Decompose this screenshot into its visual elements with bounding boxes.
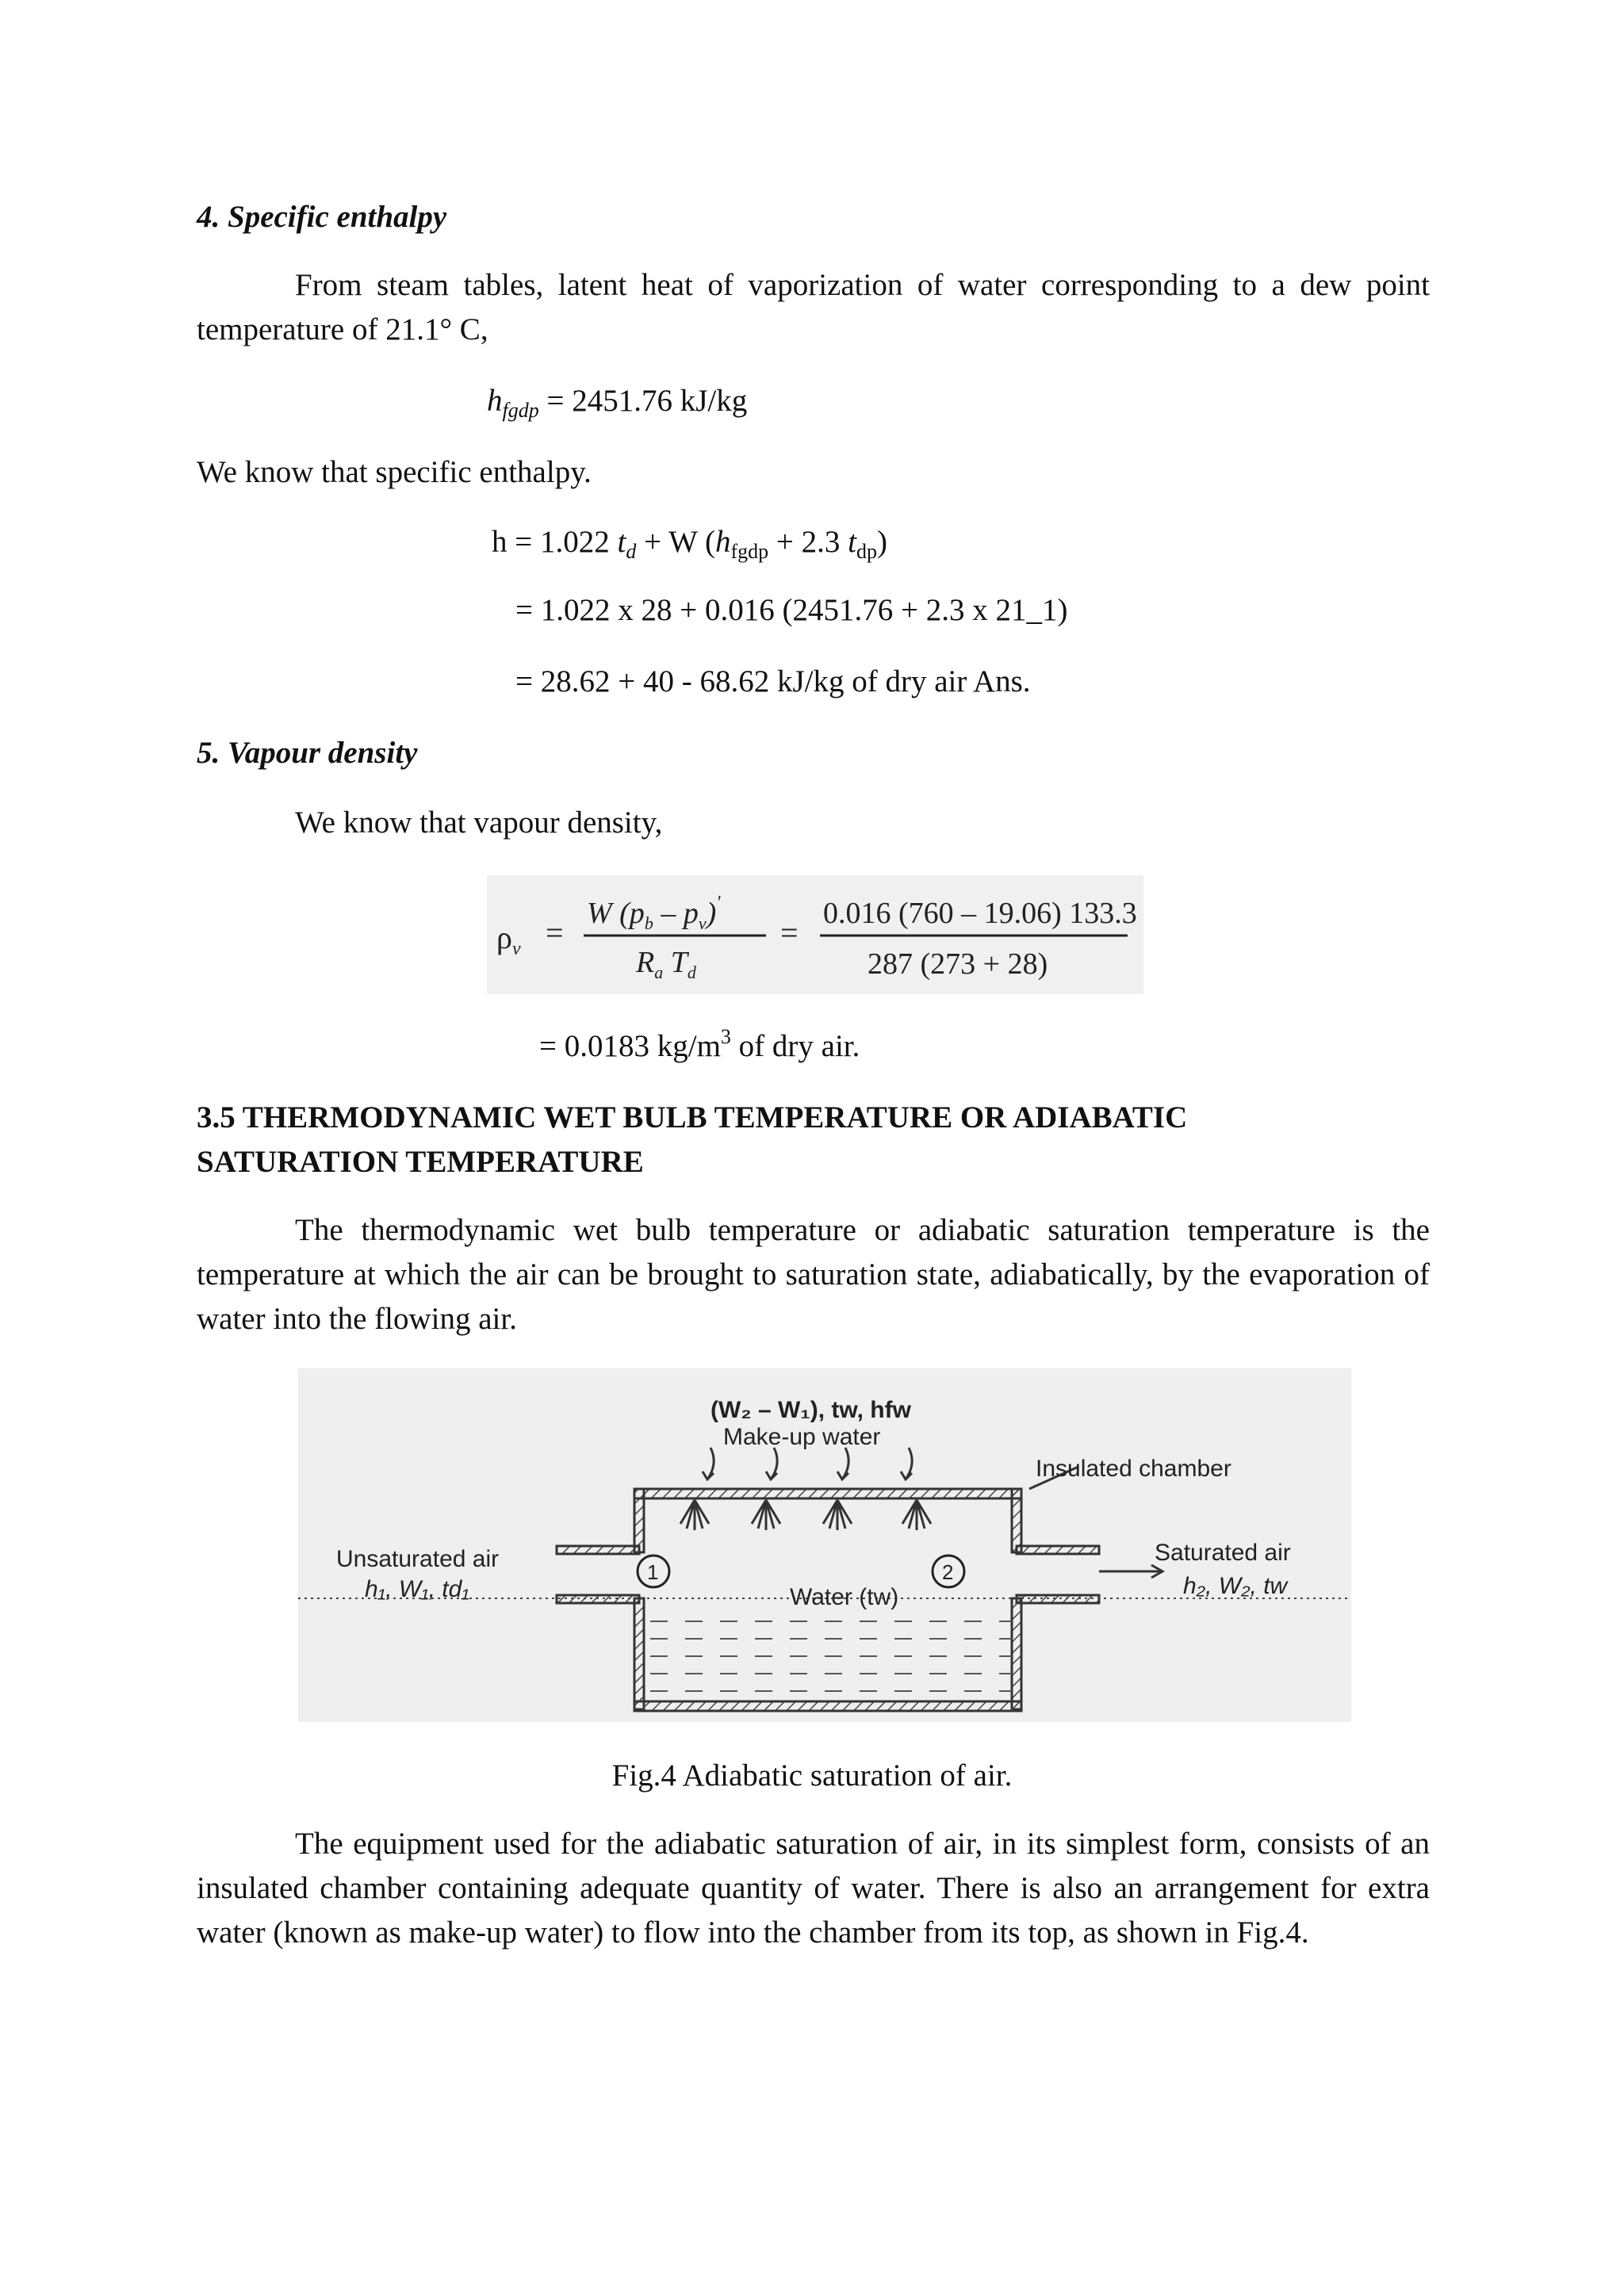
figure-insulated-label: Insulated chamber [1036,1456,1231,1482]
hfg-symbol: h [487,384,503,418]
vapour-density-formula-svg [487,875,1143,994]
hfg-subscript: fgdp [502,399,539,422]
chamber-right-upper-wall [1012,1489,1021,1552]
equation-enthalpy-3: = 28.62 + 40 - 68.62 kJ/kg of dry air Ans. [515,664,1031,698]
formula-denominator-1: $R_a$ $T_d$ [636,946,696,982]
figure-unsaturated-sub: h₁, W₁, td₁ [365,1576,469,1602]
figure-unsaturated-label: Unsaturated air [336,1546,500,1572]
makeup-arrow-2 [766,1448,777,1479]
equation-enthalpy-2: = 1.022 x 28 + 0.016 (2451.76 + 2.3 x 21_1) [515,593,1068,627]
formula-numerator-1: W $(p_b - p_v)'$ [587,893,721,933]
spray-nozzle-1 [680,1500,709,1530]
formula-rho: $\rho_v$ [496,920,521,959]
figure-adiabatic-saturation [298,1368,1351,1722]
makeup-arrow-4 [901,1448,912,1479]
figure-top-label: (W₂ – W₁), tw, hfw [710,1397,911,1423]
equation-hfgdp [487,379,747,423]
eq1-td-sub: d [626,540,637,563]
station-1-label: 1 [647,1560,659,1584]
result-part-b: of dry air. [730,1029,860,1063]
figure-saturated-label: Saturated air [1155,1540,1291,1566]
paragraph-wet-bulb-definition: The thermodynamic wet bulb temperature or adiabatic saturation temperature is the temperature at which the air can be brought to saturation state, adiabatically, by the evaporation of water into the flowing air. [197,1213,1430,1336]
makeup-arrow-1 [703,1448,714,1479]
chamber-left-upper-wall [634,1489,644,1552]
eq1-part-b: + W ( [636,525,715,559]
formula-numerator-2: 0.016 (760 – 19.06) 133.3 [823,897,1137,930]
vapour-density-result [539,1024,860,1069]
eq1-part-a: h = 1.022 [492,525,618,559]
eq1-td: t [617,525,626,559]
hfg-value: = 2451.76 kJ/kg [546,384,748,418]
figure-saturated-sub: h₂, W₂, tw [1183,1573,1288,1599]
paragraph-latent-heat: From steam tables, latent heat of vaporization of water corresponding to a dew point temperature of 21.1° C, [197,268,1430,346]
figure-water-label: Water (tw) [790,1584,899,1610]
chamber-bottom-wall [634,1701,1021,1711]
eq1-t: t [848,525,856,559]
formula-equals-1: = [546,915,564,951]
inlet-duct-top [557,1546,639,1554]
chamber-top-wall [634,1489,1021,1498]
result-part-a: = 0.0183 kg/m [539,1029,721,1063]
vapour-density-formula [487,875,1143,994]
paragraph-specific-enthalpy: We know that specific enthalpy. [197,455,592,489]
spray-nozzle-4 [902,1500,931,1530]
section-heading-3-5-line2: SATURATION TEMPERATURE [197,1145,644,1179]
equation-enthalpy-1 [492,520,887,564]
formula-equals-2: = [780,915,799,951]
outlet-arrow [1099,1565,1162,1578]
section-heading-specific-enthalpy: 4. Specific enthalpy [197,200,447,234]
chamber-right-lower-wall [1012,1598,1021,1709]
spray-nozzle-3 [823,1500,852,1530]
section-heading-3-5-line1: 3.5 THERMODYNAMIC WET BULB TEMPERATURE OR ADIABATIC [197,1100,1188,1135]
spray-nozzle-2 [752,1500,780,1530]
result-superscript: 3 [720,1025,731,1048]
outlet-duct-top [1017,1546,1099,1554]
figure-makeup-label: Make-up water [723,1424,881,1450]
paragraph-equipment-description: The equipment used for the adiabatic saturation of air, in its simplest form, consists of an insulated chamber containing adequate quantity of water. There is also an arrangement for extra water (known as make-up water) to flow into the chamber from its top, as shown in Fig.4. [197,1827,1430,1950]
formula-denominator-2: 287 (273 + 28) [868,947,1048,981]
figure-adiabatic-saturation-svg [298,1368,1351,1722]
station-2-label: 2 [942,1560,954,1584]
eq1-h: h [714,525,731,559]
figure-caption: Fig.4 Adiabatic saturation of air. [611,1758,1013,1793]
eq1-h-sub: fgdp [730,540,769,563]
eq1-part-d: ) [877,525,887,559]
paragraph-vapour-density: We know that vapour density, [295,806,663,840]
eq1-t-sub: dp [856,540,877,563]
chamber-left-lower-wall [634,1598,644,1709]
makeup-arrow-3 [837,1448,848,1479]
water-body [644,1614,1012,1701]
section-heading-vapour-density: 5. Vapour density [197,736,418,770]
eq1-part-c: + 2.3 [768,525,848,559]
